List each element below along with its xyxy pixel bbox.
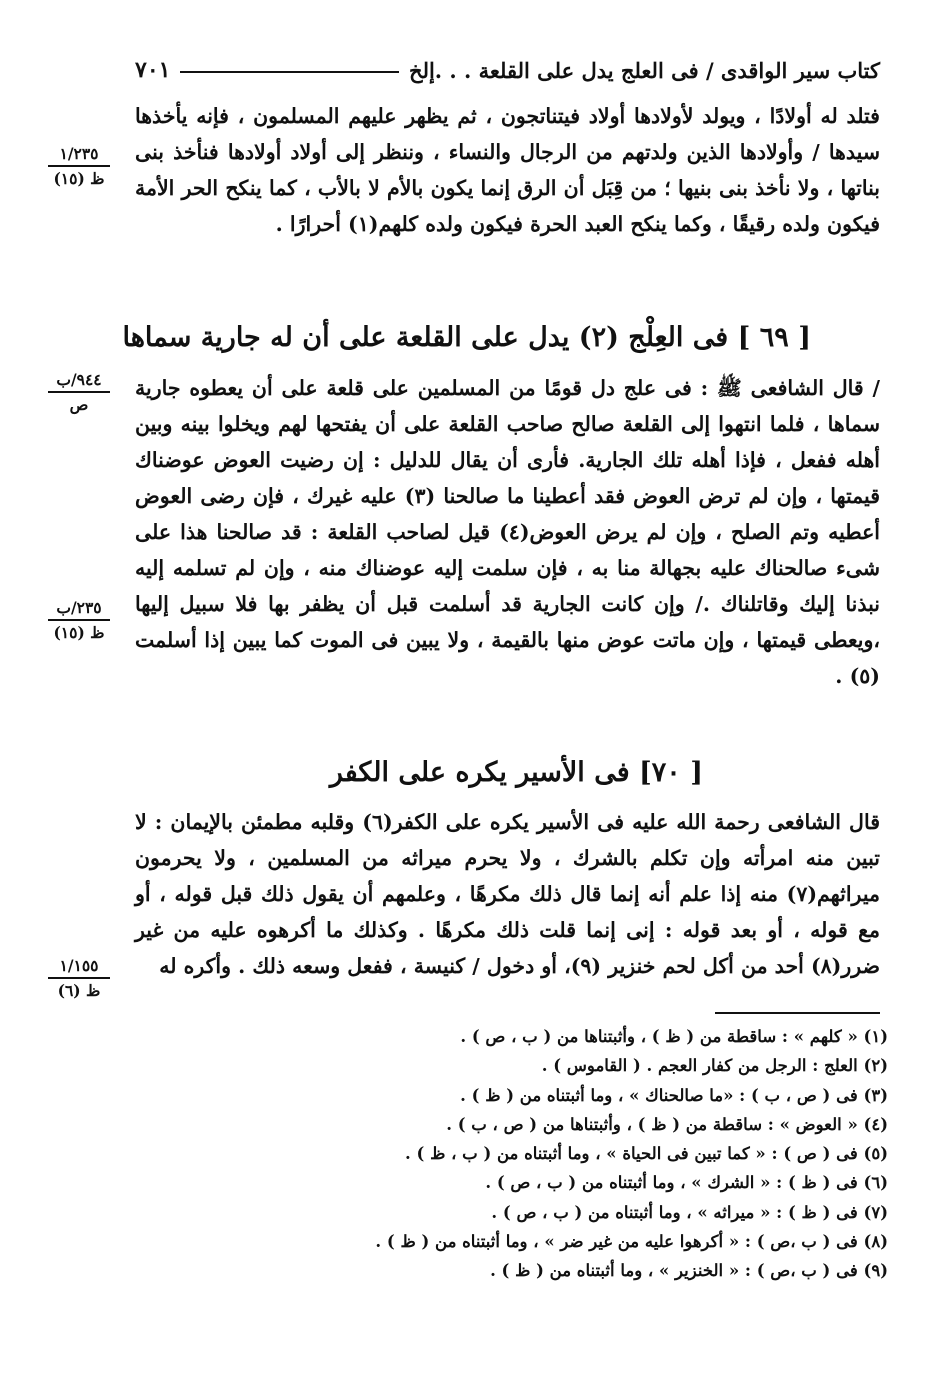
section-69-paragraph: / قال الشافعى ﷺ : فى علج دل قومًا من المسلمين على قلعة على أن يعطوه جارية سماها ، فلما انتهوا إلى القلعة صالح صاحب القلعة على أن يفتحها لهم ويخلوا بينه وبين أهله ففعل ، فإذا أهله تلك الجارية. فأرى أن يقال للدليل : إن رضيت العوض عوضناك قيمتها ، وإن لم ترض العوض فقد أعطينا ما صالحنا (٣) عليه غيرك ، فإن رضى العوض أعطيه وتم الصلح ، وإن لم يرض العوض(٤) قيل لصاحب القلعة : قد صالحنا هذا على شىء صالحناك عليه بجهالة منا به ، فإن سلمت إليه عوضناك منه ، وإن لم تسلمه إليه نبذنا إليك وقاتلناك ./ وإن كانت الجارية قد أسلمت قبل أن يظفر بها فلا سبيل إليها ،ويعطى قيمتها ، وإن ماتت عوض منها بالقيمة ، ولا يبين فى الموت كما يبين إذا أسلمت (٥) .: [135, 376, 880, 688]
intro-paragraph: فتلد له أولادًا ، ويولد لأولادها أولاد فيتناتجون ، ثم يظهر عليهم المسلمون ، فإنه يأخذها سيدها / وأولادها الذين ولدتهم من الرجال والنساء ، وننظر إلى أولاد أولادها فنأخذ بنى بناتها ، ولا نأخذ بنى بنيها ؛ من قِبَل أن الرق إنما يكون بالأم لا بالأب ، كما ينكح الحر الأمة فيكون ولده رقيقًا ، وكما ينكح العبد الحرة فيكون ولده كلهم(١) أحرارًا .: [135, 104, 880, 236]
section-69-heading: [ ٦٩ ] فى العِلْج (٢) يدل على القلعة على أن له جارية سماها: [122, 322, 811, 353]
footnote-separator: [715, 1012, 880, 1014]
margin-reference: ١/٢٣٥ ظ (١٥): [48, 144, 110, 188]
footnote-item: (٢) العلج : الرجل من كفار العجم . ( القاموس ) .: [541, 1056, 888, 1076]
section-69-block: [135, 370, 880, 694]
header-title: كتاب سير الواقدى / فى العلج يدل على القلعة . . .إلخ: [409, 57, 880, 83]
running-header: [135, 52, 880, 88]
footnote-item: (٧) فى ( ظ ) : « ميراثه » ، وما أثبتناه من ( ب ، ص ) .: [491, 1202, 888, 1222]
footnote-item: (٦) فى ( ظ ) : « الشرك » ، وما أثبتناه من ( ب ، ص ) .: [485, 1173, 888, 1193]
footnote-item: (٤) « العوض » : ساقطة من ( ظ ) ، وأثبتناها من ( ص ، ب ) .: [446, 1114, 888, 1134]
footnote-item: (٨) فى ( ب ،ص ) : « أكرهوا عليه من غير ضر » ، وما أثبتناه من ( ظ ) .: [375, 1232, 888, 1252]
margin-reference: ٩٤٤/ب ص: [48, 370, 110, 414]
footnote-item: (٥) فى ( ص ) : « كما تبين فى الحياة » ، وما أثبتناه من ( ب ، ظ ) .: [405, 1144, 888, 1164]
footnotes: [130, 1022, 888, 1286]
margin-reference: ٢٣٥/ب ظ (١٥): [48, 598, 110, 642]
header-rule: [180, 71, 399, 73]
section-70-block: [135, 804, 880, 984]
section-70-heading: [ ٧٠] فى الأسير يكره على الكفر: [329, 757, 703, 788]
section-70-paragraph: قال الشافعى رحمة الله عليه فى الأسير يكره على الكفر(٦) وقلبه مطمئن بالإيمان : لا تبين منه امرأته وإن تكلم بالشرك ، ولا يحرم ميراثه من المسلمين ، ولا يحرمون ميراثهم(٧) منه إذا علم أنه إنما قال ذلك مكرهًا ، وعلمهم أن يقول ذلك قبل قوله ، أو مع قوله ، أو بعد قوله : إنى إنما قلت ذلك مكرهًا . وكذلك ما أكرهوه عليه من غير ضرر(٨) أحد من أكل لحم خنزير (٩)، أو دخول / كنيسة ، ففعل وسعه ذلك . وأكره له: [135, 810, 880, 978]
margin-reference: ١/١٥٥ ظ (٦): [48, 956, 110, 1000]
footnote-item: (٩) فى ( ب ،ص ) : « الخنزير » ، وما أثبتناه من ( ظ ) .: [490, 1261, 888, 1281]
footnote-item: (٣) فى ( ص ، ب ) : «ما صالحناك » ، وما أثبتناه من ( ظ ) .: [460, 1085, 888, 1105]
footnote-item: (١) « كلهم » : ساقطة من ( ظ ) ، وأثبتناها من ( ب ، ص ) .: [460, 1027, 888, 1046]
intro-paragraph-block: [135, 98, 880, 242]
page-number: ٧٠١: [135, 57, 171, 83]
